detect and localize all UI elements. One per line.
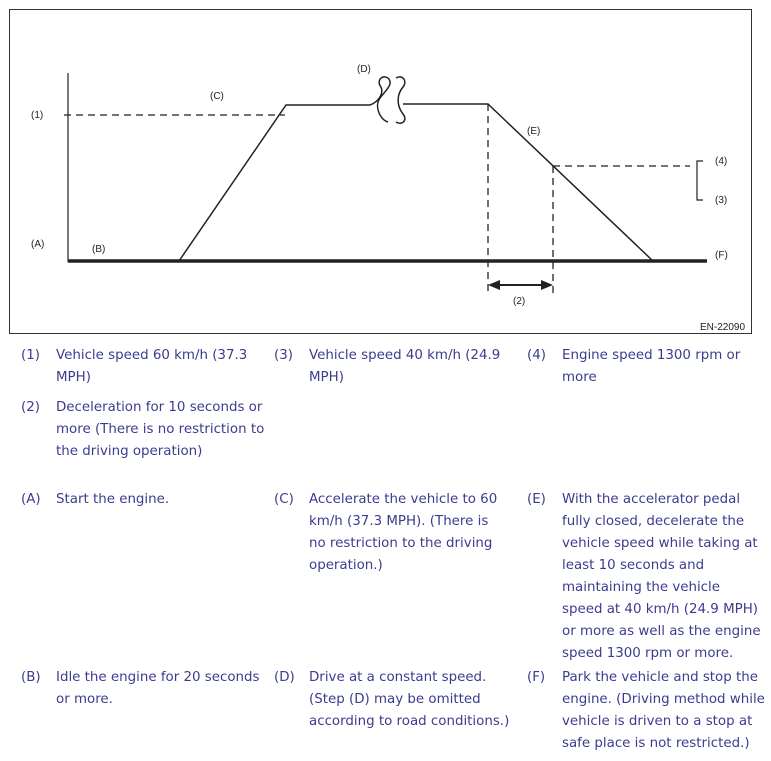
label-A: (A)	[31, 239, 45, 250]
range-bracket	[697, 161, 703, 200]
legend-key: (D)	[274, 670, 295, 685]
drive-cycle-diagram	[9, 9, 752, 334]
label-4: (4)	[715, 156, 728, 167]
break-mark-left-tail	[370, 87, 382, 105]
label-2: (2)	[513, 296, 526, 307]
drive-cycle-svg	[10, 10, 753, 335]
break-mark-right	[396, 77, 405, 123]
legend-text: Idle the engine for 20 seconds or more.	[56, 670, 260, 707]
legend-text: Park the vehicle and stop the engine. (Driving method while vehicle is driven to a stop at safe place is not restricted.)	[562, 670, 765, 751]
label-E: (E)	[527, 126, 541, 137]
legend-text: Drive at a constant speed. (Step (D) may be omitted according to road conditions.)	[309, 670, 510, 729]
legend-key: (4)	[527, 348, 546, 363]
duration-arrow-right-head	[541, 280, 553, 290]
legend-key: (A)	[21, 492, 41, 507]
figure-code: EN-22090	[700, 322, 746, 333]
legend-text: Start the engine.	[56, 492, 170, 507]
label-3: (3)	[715, 195, 728, 206]
legend-text: Engine speed 1300 rpm or more	[562, 348, 741, 385]
legend-text: With the accelerator pedal fully closed, decelerate the vehicle speed while taking at least 10 seconds and maintaining the vehicle speed at 40 km/h (24.9 MPH) or more as well as the engine speed 1300 rpm or more.	[562, 492, 761, 661]
legend-key: (E)	[527, 492, 546, 507]
label-B: (B)	[92, 244, 106, 255]
legend-text: Deceleration for 10 seconds or more (There is no restriction to the driving operation)	[56, 400, 265, 459]
legend-key: (B)	[21, 670, 41, 685]
legend-key: (3)	[274, 348, 293, 363]
break-mark-left	[378, 77, 391, 122]
legend-key: (2)	[21, 400, 40, 415]
label-F: (F)	[715, 250, 728, 261]
legend-text: Vehicle speed 60 km/h (37.3 MPH)	[56, 348, 248, 385]
label-D: (D)	[357, 64, 371, 75]
legend-key: (C)	[274, 492, 294, 507]
label-1: (1)	[31, 110, 44, 121]
legend-text: Vehicle speed 40 km/h (24.9 MPH)	[309, 348, 501, 385]
acceleration-cruise-line	[179, 105, 370, 261]
legend-text: Accelerate the vehicle to 60 km/h (37.3 MPH). (There is no restriction to the driving operation.)	[309, 492, 498, 573]
duration-arrow-left-head	[488, 280, 500, 290]
legend-key: (F)	[527, 670, 546, 685]
legend-key: (1)	[21, 348, 40, 363]
label-C: (C)	[210, 91, 224, 102]
